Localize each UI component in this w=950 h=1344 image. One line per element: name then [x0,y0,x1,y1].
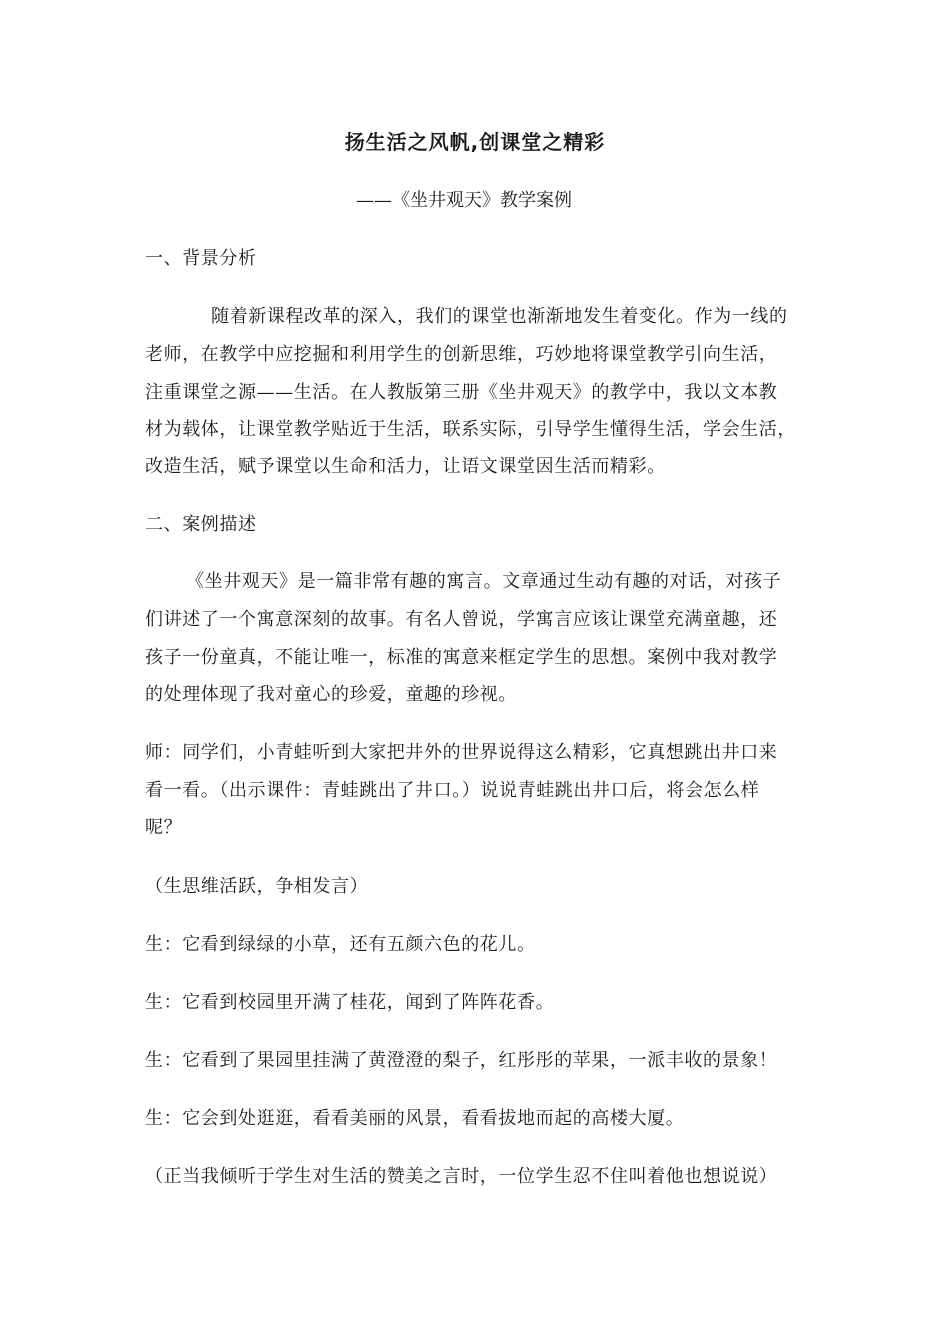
paragraph-line: 老师，在教学中应挖掘和利用学生的创新思维，巧妙地将课堂教学引向生活， [145,344,778,365]
stage-note: （生思维活跃，争相发言） [145,876,369,897]
paragraph-line: 们讲述了一个寓意深刻的故事。有名人曾说，学寓言应该让课堂充满童趣，还 [145,609,778,630]
dialogue-teacher: 看一看。（出示课件：青蛙跳出了井口。）说说青蛙跳出井口后，将会怎么样 [145,780,760,801]
dialogue-student: 生：它看到校园里开满了桂花，闻到了阵阵花香。 [145,992,555,1013]
section-heading-background: 一、背景分析 [145,248,257,269]
paragraph-line: 改造生活，赋予课堂以生命和活力，让语文课堂因生活而精彩。 [145,456,666,477]
paragraph-line: 注重课堂之源——生活。在人教版第三册《坐井观天》的教学中，我以文本教 [145,382,778,403]
dialogue-teacher: 呢？ [145,817,183,838]
document-title: 扬生活之风帆,创课堂之精彩 [344,130,606,154]
paragraph-line: 孩子一份童真，不能让唯一，标准的寓意来框定学生的思想。案例中我对教学 [145,647,778,668]
paragraph-line: 《坐井观天》是一篇非常有趣的寓言。文章通过生动有趣的对话，对孩子 [186,571,782,592]
stage-note: （正当我倾听于学生对生活的赞美之言时，一位学生忍不住叫着他也想说说） [145,1166,778,1187]
dialogue-student: 生：它看到了果园里挂满了黄澄澄的梨子，红彤彤的苹果，一派丰收的景象！ [145,1050,778,1071]
paragraph-line: 的处理体现了我对童心的珍爱，童趣的珍视。 [145,684,517,705]
dialogue-student: 生：它会到处逛逛，看看美丽的风景，看看拔地而起的高楼大厦。 [145,1108,685,1129]
section-heading-case: 二、案例描述 [145,514,257,535]
paragraph-line: 材为载体，让课堂教学贴近于生活，联系实际，引导学生懂得生活，学会生活， [145,419,796,440]
paragraph-line: 随着新课程改革的深入，我们的课堂也渐渐地发生着变化。作为一线的 [211,306,788,327]
dialogue-teacher: 师：同学们，小青蛙听到大家把井外的世界说得这么精彩，它真想跳出井口来 [145,742,778,763]
document-subtitle: ——《坐井观天》教学案例 [356,190,572,211]
dialogue-student: 生：它看到绿绿的小草，还有五颜六色的花儿。 [145,934,536,955]
